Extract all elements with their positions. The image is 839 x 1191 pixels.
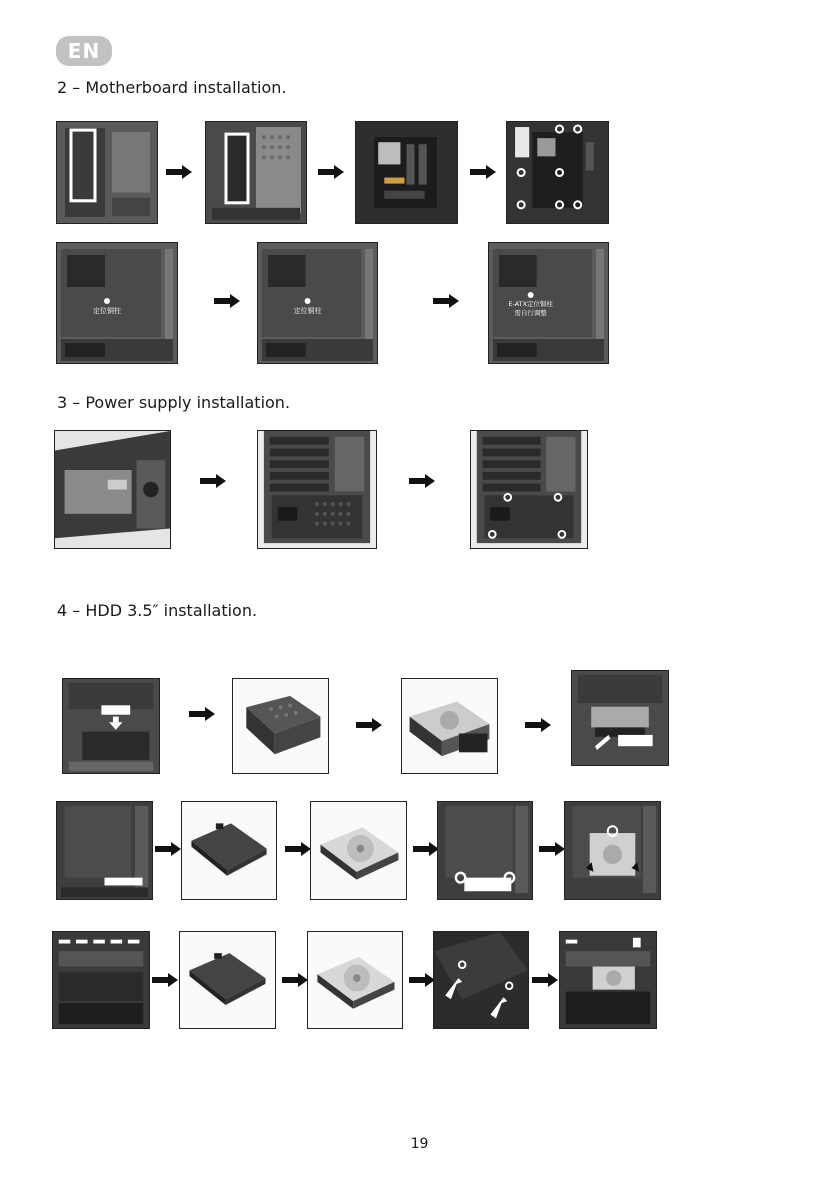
- mb-step-2-photo: [205, 121, 307, 224]
- arrow-right-icon: [409, 973, 435, 987]
- arrow-right-icon: [525, 718, 551, 732]
- psu-step-2-photo: [257, 430, 377, 549]
- hdd-bottom-step-1-photo: [52, 931, 150, 1029]
- arrow-right-icon: [155, 842, 181, 856]
- section-title-power-supply: 3 – Power supply installation.: [57, 393, 291, 412]
- eatx-label-line1: E-ATX定位铜柱: [508, 299, 553, 309]
- standoff-label: 定位铜柱: [293, 306, 322, 316]
- psu-step-1-photo: [54, 430, 171, 549]
- arrow-right-icon: [409, 474, 435, 488]
- hdd-bottom-step-2-photo: [179, 931, 276, 1029]
- hdd-bottom-step-5-photo: [559, 931, 657, 1029]
- section-title-motherboard: 2 – Motherboard installation.: [57, 78, 287, 97]
- mb-step-4-photo: [506, 121, 609, 224]
- mb-step-3-photo: [355, 121, 458, 224]
- arrow-right-icon: [200, 474, 226, 488]
- arrow-right-icon: [470, 165, 496, 179]
- arrow-right-icon: [318, 165, 344, 179]
- page-number: 19: [410, 1136, 429, 1152]
- mb-step-1-photo: [56, 121, 158, 224]
- mb-standoff-2-photo: [257, 242, 378, 364]
- arrow-right-icon: [356, 718, 382, 732]
- arrow-right-icon: [282, 973, 308, 987]
- arrow-right-icon: [214, 294, 240, 308]
- hdd-plate-step-4-photo: [437, 801, 533, 900]
- hdd-tray-step-3-photo: [401, 678, 498, 774]
- hdd-plate-step-2-photo: [181, 801, 277, 900]
- arrow-right-icon: [285, 842, 311, 856]
- hdd-plate-step-1-photo: [56, 801, 153, 900]
- hdd-plate-step-3-photo: [310, 801, 407, 900]
- arrow-right-icon: [189, 707, 215, 721]
- mb-eatx-standoff-photo: [488, 242, 609, 364]
- psu-step-3-photo: [470, 430, 588, 549]
- language-badge: EN: [56, 36, 112, 66]
- arrow-right-icon: [433, 294, 459, 308]
- arrow-right-icon: [539, 842, 565, 856]
- hdd-plate-step-5-photo: [564, 801, 661, 900]
- standoff-label: 定位铜柱: [93, 307, 121, 315]
- section-title-hdd: 4 – HDD 3.5″ installation.: [57, 601, 258, 620]
- arrow-right-icon: [152, 973, 178, 987]
- hdd-tray-step-1-photo: [62, 678, 160, 774]
- arrow-right-icon: [532, 973, 558, 987]
- arrow-right-icon: [166, 165, 192, 179]
- hdd-tray-step-4-photo: [571, 670, 669, 766]
- mb-standoff-1-photo: [56, 242, 178, 364]
- hdd-tray-step-2-photo: [232, 678, 329, 774]
- eatx-label-line2: 需自行调整: [514, 308, 547, 318]
- hdd-bottom-step-4-photo: [433, 931, 529, 1029]
- hdd-bottom-step-3-photo: [307, 931, 403, 1029]
- arrow-right-icon: [413, 842, 439, 856]
